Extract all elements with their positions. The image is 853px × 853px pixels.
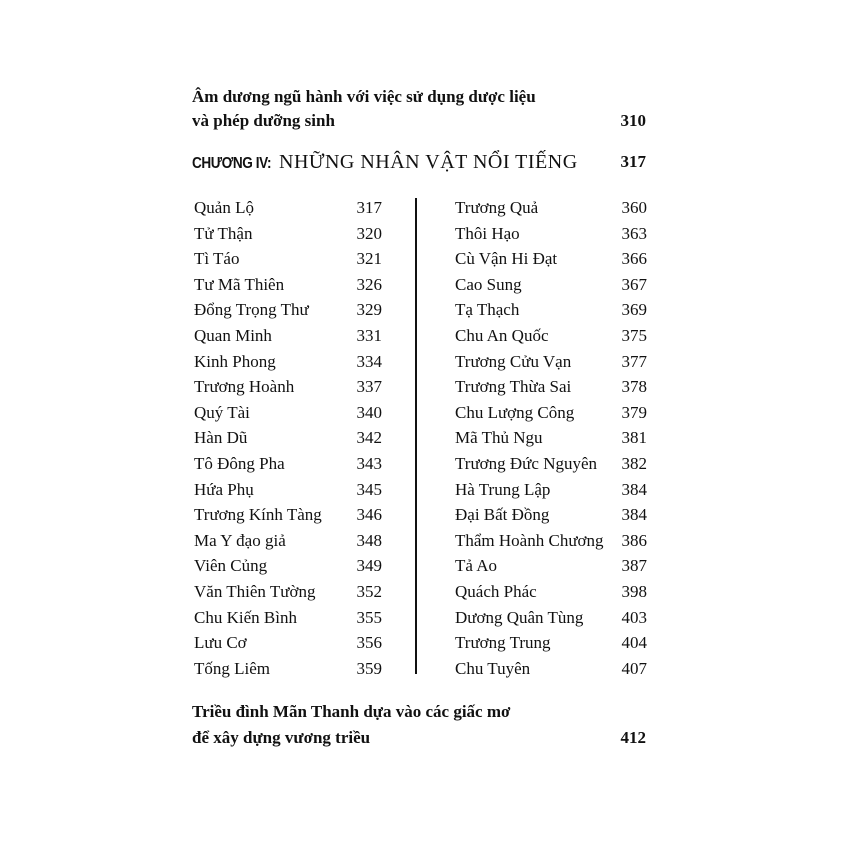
toc-entry-page: 352 [356,581,382,601]
toc-entry-page: 384 [621,505,647,525]
toc-row [194,374,382,400]
toc-entry-name: Mã Thủ Ngu [455,428,543,448]
toc-row [194,323,382,349]
toc-entry-page: 334 [356,351,382,371]
toc-entry-name: Chu Kiến Bình [194,607,297,627]
chapter-label: CHƯƠNG IV: [192,155,272,172]
toc-entry-name: Tả Ao [455,556,498,576]
toc-row [194,425,382,451]
toc-entry-name: Chu An Quốc [455,325,549,345]
intro-entry-page: 310 [620,111,646,130]
toc-entry-page: 366 [621,249,647,269]
toc-row [194,221,382,247]
toc-entry-name: Viên Củng [194,556,268,576]
toc-row [455,349,647,375]
toc-entry-name: Hà Trung Lập [455,479,551,499]
toc-row [194,528,382,554]
toc-entry-name: Trương Đức Nguyên [455,453,598,473]
outro-entry-line2: để xây dựng vương triều [192,728,371,747]
toc-row [194,272,382,298]
toc-row [194,195,382,221]
intro-entry-line2: và phép dưỡng sinh [192,111,335,130]
toc-row [455,272,647,298]
toc-entry-name: Tạ Thạch [455,300,520,320]
toc-entry-name: Thẩm Hoành Chương [455,530,604,550]
toc-entry-page: 326 [356,274,382,294]
right-column [455,195,647,681]
toc-entry-name: Tì Táo [194,249,240,269]
toc-entry-name: Ma Y đạo giả [194,530,286,550]
left-column [194,195,382,681]
toc-entry-page: 345 [356,479,382,499]
toc-row [194,297,382,323]
toc-row [194,400,382,426]
toc-entry-page: 346 [356,505,382,525]
toc-entry-name: Quách Phác [455,581,537,601]
toc-row [455,477,647,503]
toc-entry-name: Quan Minh [194,325,272,345]
toc-row [194,502,382,528]
toc-row [455,553,647,579]
toc-entry-page: 398 [621,581,647,601]
toc-entry-name: Kinh Phong [194,351,276,371]
toc-row [194,579,382,605]
toc-entry-name: Trương Kính Tàng [194,505,322,525]
toc-entry-name: Tử Thận [194,223,253,243]
toc-row [455,323,647,349]
toc-entry-name: Quý Tài [194,402,250,422]
toc-entry-page: 407 [621,658,647,678]
toc-row [194,605,382,631]
toc-entry-name: Chu Tuyên [455,658,531,678]
toc-row [455,195,647,221]
toc-entry-name: Dương Quân Tùng [455,607,584,627]
toc-row [194,246,382,272]
toc-row [194,630,382,656]
toc-entry-page: 379 [621,402,647,422]
toc-entry-page: 367 [621,274,647,294]
toc-entry-name: Trương Hoành [194,377,295,397]
toc-entry-page: 343 [356,453,382,473]
outro-entry-line1: Triều đình Mãn Thanh dựa vào các giấc mơ [192,702,511,721]
chapter-page: 317 [620,152,646,171]
toc-entry-page: 386 [621,530,647,550]
toc-entry-name: Cao Sung [455,274,522,294]
toc-entry-page: 329 [356,300,382,320]
toc-entry-name: Lưu Cơ [194,633,247,653]
toc-entry-name: Hứa Phụ [194,479,254,499]
toc-entry-page: 337 [356,377,382,397]
toc-entry-page: 360 [621,198,647,217]
toc-entry-name: Tư Mã Thiên [194,274,285,294]
toc-row [194,656,382,682]
toc-row [455,297,647,323]
toc-entry-name: Hàn Dũ [194,428,248,448]
toc-row [455,425,647,451]
toc-entry-name: Trương Quả [455,198,539,217]
toc-entry-page: 359 [356,658,382,678]
toc-entry-name: Chu Lượng Công [455,402,575,422]
toc-entry-page: 342 [356,428,382,448]
toc-row [455,605,647,631]
toc-entry-name: Quản Lộ [194,198,254,217]
toc-row [455,400,647,426]
toc-row [455,656,647,682]
toc-row [455,246,647,272]
toc-entry-page: 382 [621,453,647,473]
column-divider [415,198,417,674]
chapter-title: NHỮNG NHÂN VẬT NỔI TIẾNG [279,151,578,173]
toc-entry-page: 387 [621,556,647,576]
toc-entry-page: 340 [356,402,382,422]
toc-row [194,477,382,503]
toc-entry-name: Trương Trung [455,633,551,653]
toc-row [455,502,647,528]
toc-row [455,221,647,247]
toc-entry-page: 403 [621,607,647,627]
toc-entry-page: 378 [621,377,647,397]
toc-entry-page: 317 [356,198,382,217]
toc-row [455,630,647,656]
toc-entry-name: Đại Bất Đồng [455,505,550,525]
toc-row [455,528,647,554]
toc-entry-page: 321 [356,249,382,269]
chapter-heading [192,149,578,177]
toc-row [455,579,647,605]
toc-entry-page: 331 [356,325,382,345]
toc-entry-name: Văn Thiên Tường [194,581,316,601]
toc-row [194,553,382,579]
toc-entry-page: 349 [356,556,382,576]
toc-entry-page: 320 [356,223,382,243]
toc-entry-page: 404 [621,633,647,653]
toc-entry-page: 355 [356,607,382,627]
toc-entry-name: Thôi Hạo [455,223,520,243]
toc-entry-name: Trương Cửu Vạn [455,351,572,371]
toc-entry-name: Trương Thừa Sai [455,377,572,397]
toc-entry-name: Cù Vận Hi Đạt [455,249,558,269]
toc-entry-page: 369 [621,300,647,320]
intro-entry-line1: Âm dương ngũ hành với việc sử dụng dược liệu [192,87,536,106]
toc-row [455,451,647,477]
toc-entry-name: Đổng Trọng Thư [194,300,309,320]
outro-entry-page: 412 [620,728,646,747]
toc-entry-page: 375 [621,325,647,345]
toc-entry-page: 384 [621,479,647,499]
toc-row [194,349,382,375]
toc-entry-name: Tô Đông Pha [194,453,285,473]
toc-row [194,451,382,477]
toc-entry-page: 356 [356,633,382,653]
toc-entry-page: 381 [621,428,647,448]
toc-entry-page: 348 [356,530,382,550]
toc-entry-page: 363 [621,223,647,243]
toc-row [455,374,647,400]
toc-entry-name: Tống Liêm [194,658,271,678]
toc-entry-page: 377 [621,351,647,371]
